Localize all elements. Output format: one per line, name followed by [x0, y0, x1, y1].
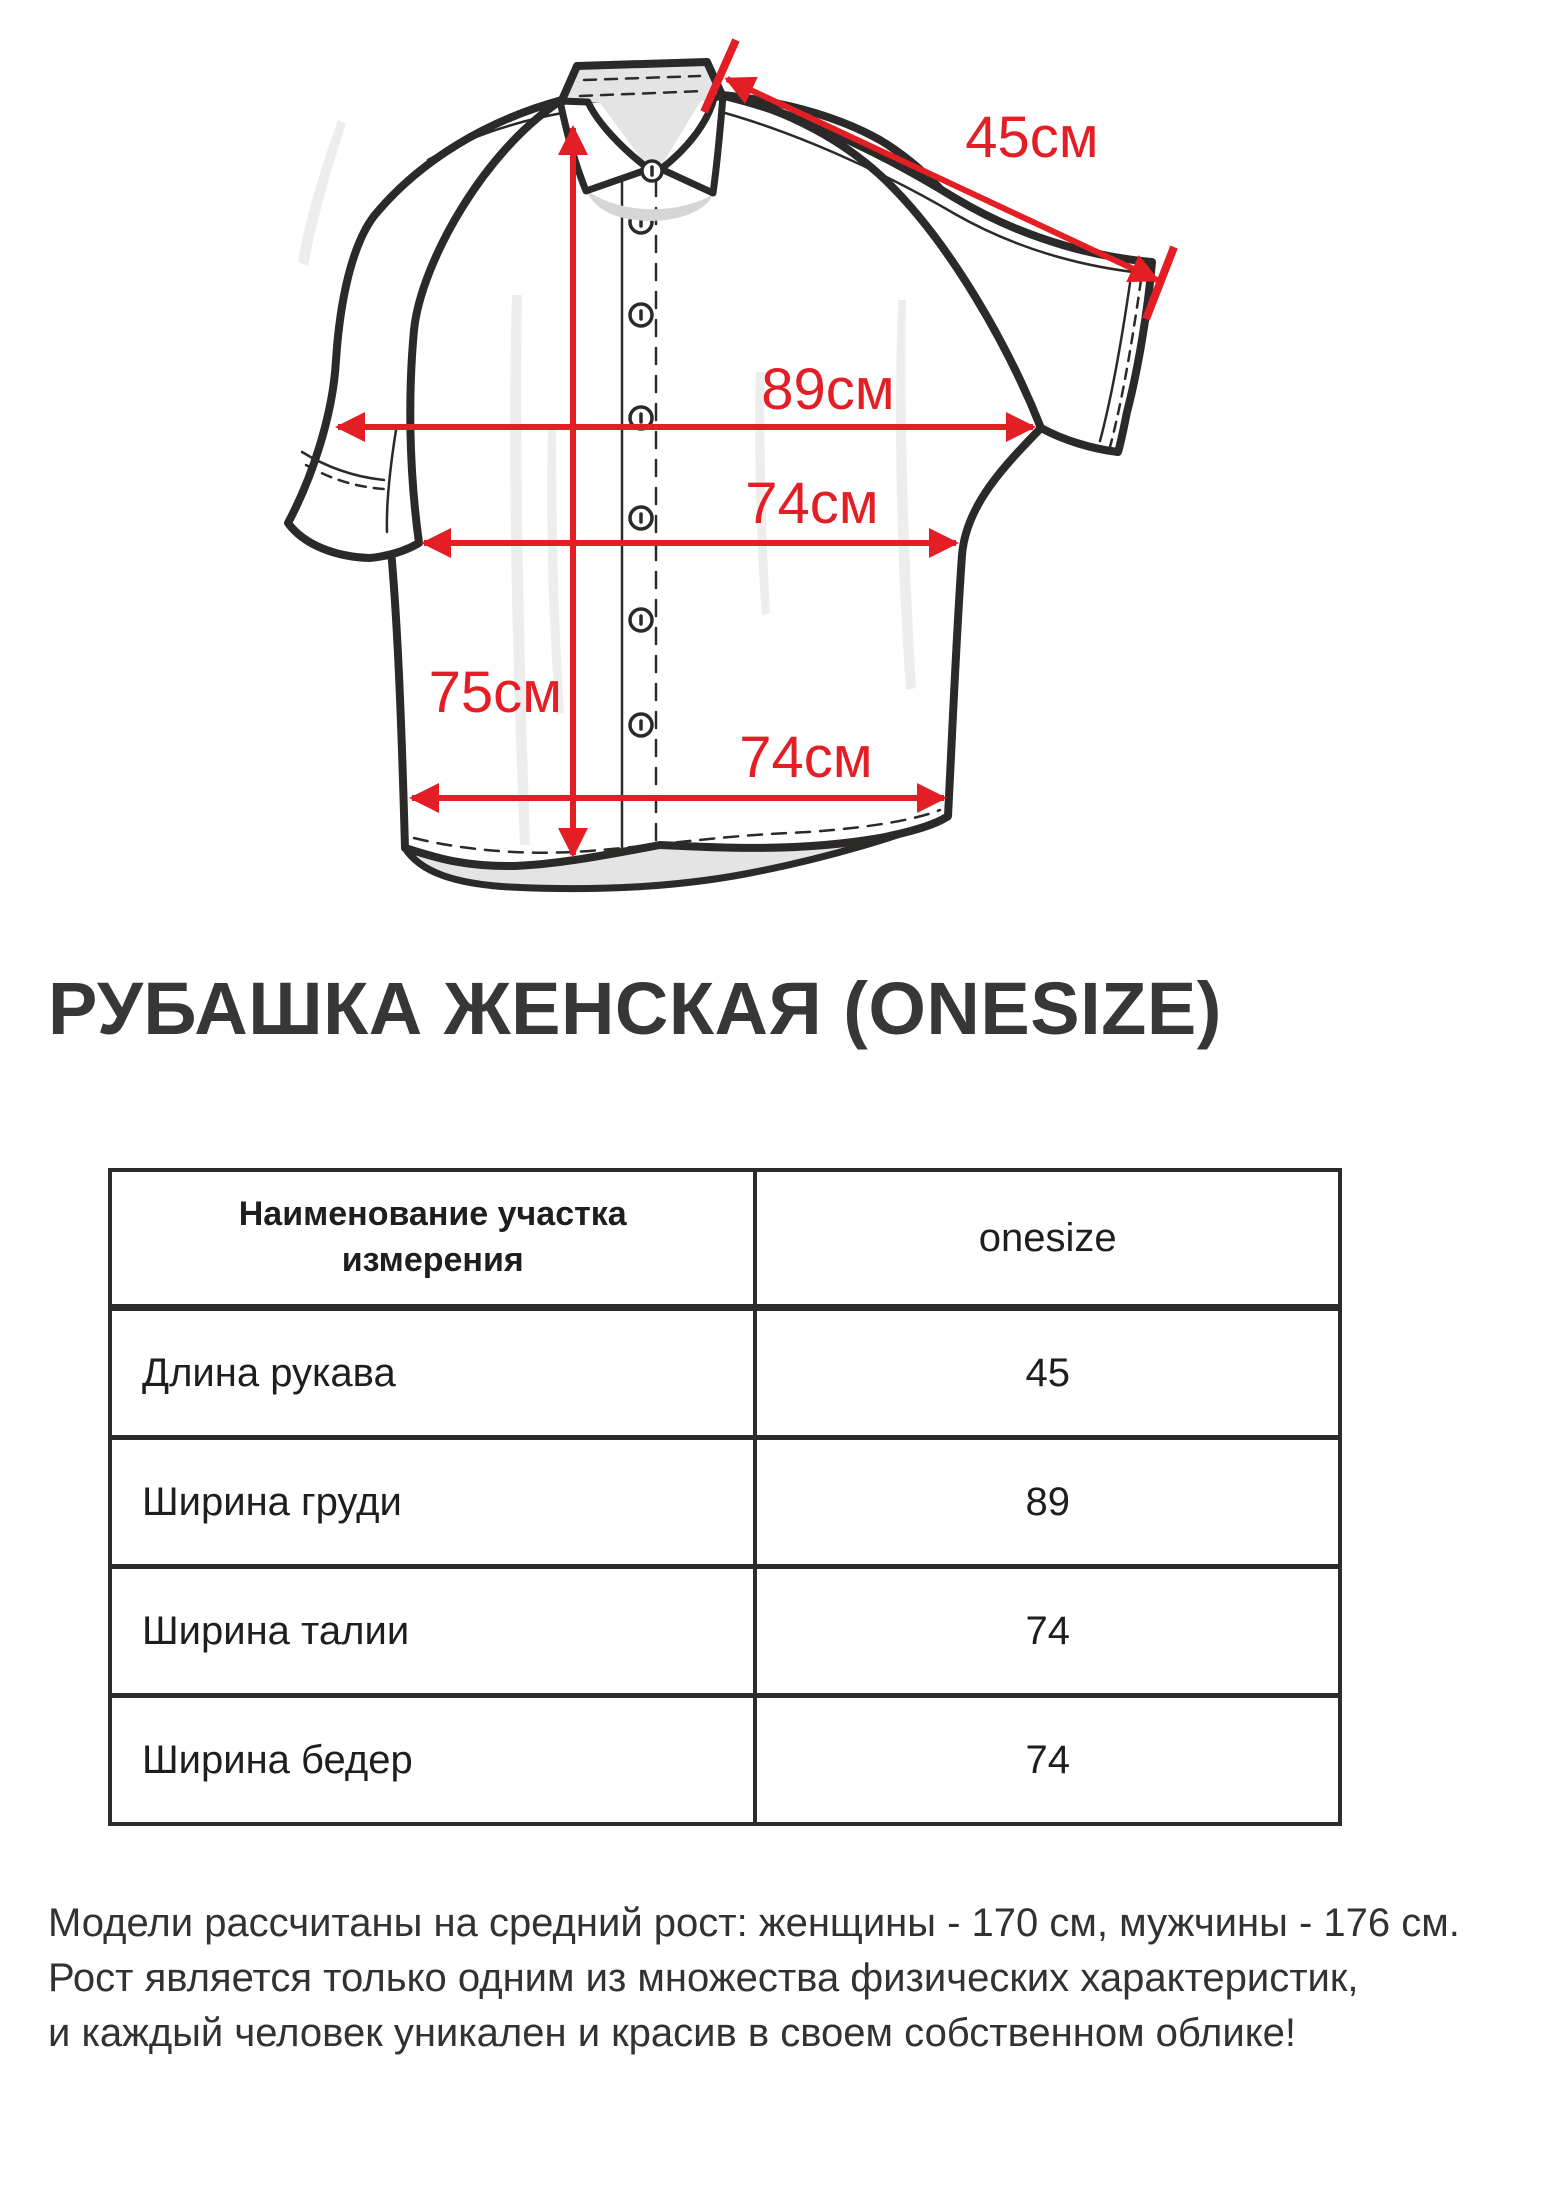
footer-line-3: и каждый человек уникален и красив в своем собственном облике!	[48, 2010, 1297, 2055]
row-value-hip-width: 74	[755, 1696, 1340, 1825]
header-measurement-name-line1: Наименование участка	[238, 1195, 627, 1234]
table-row	[110, 1567, 1340, 1696]
header-measurement-name	[110, 1170, 755, 1308]
header-size-onesize: onesize	[755, 1170, 1340, 1308]
waist-width-label: 74см	[745, 471, 879, 536]
row-label-hip-width: Ширина бедер	[110, 1696, 755, 1825]
chest-width-label: 89см	[761, 357, 895, 422]
table-row	[110, 1308, 1340, 1438]
shirt-drawing	[288, 62, 1152, 889]
row-value-sleeve-length: 45	[755, 1308, 1340, 1438]
sleeve-length-label: 45см	[965, 105, 1099, 170]
footer-line-2: Рост является только одним из множества физических характеристик,	[48, 1955, 1359, 2000]
row-label-waist-width: Ширина талии	[110, 1567, 755, 1696]
row-label-chest-width: Ширина груди	[110, 1438, 755, 1567]
header-measurement-name-line2: измерения	[341, 1241, 524, 1279]
size-table	[108, 1168, 1342, 1826]
table-header-row	[110, 1170, 1340, 1308]
row-label-sleeve-length: Длина рукава	[110, 1308, 755, 1438]
body-length-label: 75см	[428, 660, 562, 725]
row-value-waist-width: 74	[755, 1567, 1340, 1696]
row-value-chest-width: 89	[755, 1438, 1340, 1567]
page-title: РУБАШКА ЖЕНСКАЯ (ONESIZE)	[48, 967, 1222, 1050]
footer-line-1: Модели рассчитаны на средний рост: женщины - 170 см, мужчины - 176 см.	[48, 1901, 1460, 1945]
shirt-size-diagram	[0, 0, 1542, 930]
table-row	[110, 1438, 1340, 1567]
footer-note	[48, 1896, 1460, 2060]
collar-button	[642, 161, 662, 181]
hip-width-label: 74см	[739, 725, 873, 790]
table-row	[110, 1696, 1340, 1825]
